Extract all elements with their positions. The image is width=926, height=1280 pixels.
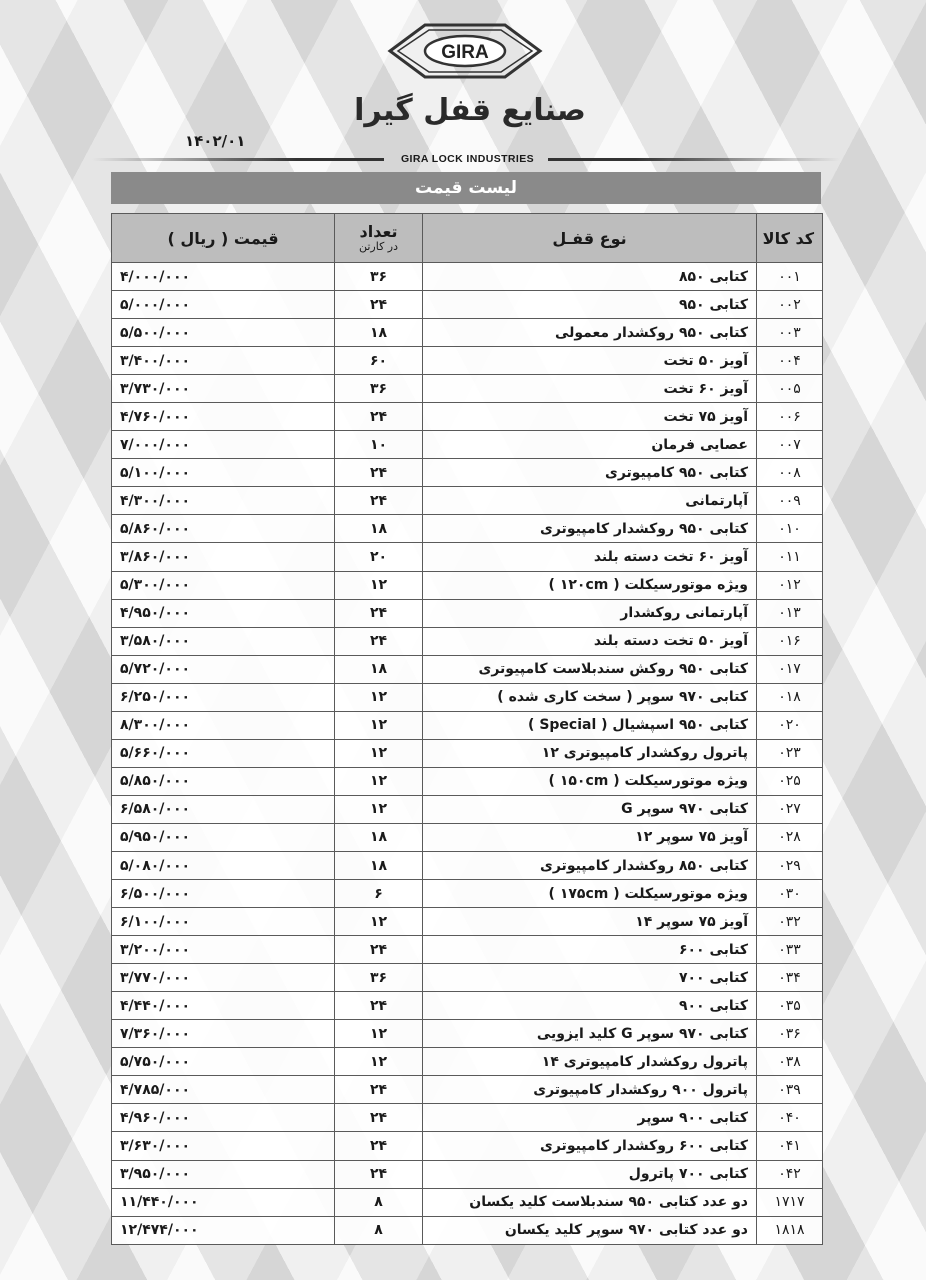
cell-price: ۵/۵۰۰/۰۰۰ (112, 319, 335, 347)
cell-code: ۰۳۹ (757, 1076, 823, 1104)
cell-code: ۰۱۱ (757, 543, 823, 571)
cell-quantity: ۸ (335, 1188, 423, 1216)
cell-quantity: ۱۲ (335, 711, 423, 739)
cell-price: ۶/۲۵۰/۰۰۰ (112, 683, 335, 711)
cell-code: ۰۳۲ (757, 908, 823, 936)
cell-code: ۰۳۸ (757, 1048, 823, 1076)
cell-lock-type: کتابی ۹۵۰ اسپشیال ( Special ) (423, 711, 757, 739)
table-row (112, 1076, 823, 1104)
cell-code: ۰۳۵ (757, 992, 823, 1020)
header-quantity-label: تعداد (359, 222, 398, 242)
price-table (111, 213, 823, 1245)
table-row (112, 767, 823, 795)
cell-quantity: ۱۸ (335, 319, 423, 347)
cell-price: ۴/۴۴۰/۰۰۰ (112, 992, 335, 1020)
cell-quantity: ۲۴ (335, 487, 423, 515)
cell-quantity: ۱۲ (335, 571, 423, 599)
cell-price: ۴/۳۰۰/۰۰۰ (112, 487, 335, 515)
table-row (112, 711, 823, 739)
badge-text: GIRA (441, 42, 489, 63)
table-row (112, 936, 823, 964)
header-price: قیمت ( ریال ) (112, 214, 335, 263)
cell-lock-type: آویز ۵۰ تخت (423, 347, 757, 375)
cell-quantity: ۱۲ (335, 767, 423, 795)
header-lock-type: نوع قفـل (423, 214, 757, 263)
cell-lock-type: آویز ۶۰ تخت (423, 375, 757, 403)
table-row (112, 739, 823, 767)
table-row (112, 1160, 823, 1188)
cell-quantity: ۶۰ (335, 347, 423, 375)
cell-lock-type: کتابی ۸۵۰ (423, 263, 757, 291)
cell-code: ۰۳۶ (757, 1020, 823, 1048)
cell-code: ۰۲۸ (757, 823, 823, 851)
cell-price: ۴/۹۵۰/۰۰۰ (112, 599, 335, 627)
cell-lock-type: دو عدد کتابی ۹۷۰ سوپر کلید یکسان (423, 1216, 757, 1244)
cell-price: ۶/۱۰۰/۰۰۰ (112, 908, 335, 936)
cell-price: ۳/۷۳۰/۰۰۰ (112, 375, 335, 403)
cell-quantity: ۱۲ (335, 908, 423, 936)
cell-lock-type: آویز ۷۵ سوپر ۱۴ (423, 908, 757, 936)
header-code: کد کالا (757, 214, 823, 263)
cell-code: ۰۱۳ (757, 599, 823, 627)
table-row (112, 964, 823, 992)
cell-quantity: ۲۴ (335, 1104, 423, 1132)
cell-price: ۳/۶۳۰/۰۰۰ (112, 1132, 335, 1160)
cell-price: ۱۱/۴۴۰/۰۰۰ (112, 1188, 335, 1216)
cell-lock-type: ویژه موتورسیکلت ( ۱۵۰cm ) (423, 767, 757, 795)
table-body (112, 263, 823, 1245)
cell-code: ۰۰۳ (757, 319, 823, 347)
cell-price: ۴/۷۶۰/۰۰۰ (112, 403, 335, 431)
header-quantity (335, 214, 423, 263)
cell-code: ۰۱۶ (757, 627, 823, 655)
cell-price: ۵/۰۰۰/۰۰۰ (112, 291, 335, 319)
cell-code: ۰۱۲ (757, 571, 823, 599)
cell-quantity: ۲۴ (335, 1132, 423, 1160)
cell-lock-type: کتابی ۹۰۰ سوپر (423, 1104, 757, 1132)
cell-code: ۰۰۷ (757, 431, 823, 459)
cell-lock-type: کتابی ۹۰۰ (423, 992, 757, 1020)
cell-quantity: ۱۲ (335, 1048, 423, 1076)
cell-quantity: ۲۰ (335, 543, 423, 571)
cell-code: ۰۲۵ (757, 767, 823, 795)
table-row (112, 683, 823, 711)
cell-price: ۳/۸۶۰/۰۰۰ (112, 543, 335, 571)
cell-quantity: ۳۶ (335, 375, 423, 403)
persian-brand-name: صنایع قفل گیرا (354, 93, 586, 128)
cell-quantity: ۲۴ (335, 1160, 423, 1188)
table-row (112, 627, 823, 655)
cell-quantity: ۱۸ (335, 655, 423, 683)
cell-lock-type: کتابی ۹۷۰ سوپر G کلید ایزویی (423, 1020, 757, 1048)
cell-code: ۰۲۰ (757, 711, 823, 739)
cell-lock-type: کتابی ۶۰۰ روکشدار کامپیوتری (423, 1132, 757, 1160)
cell-price: ۳/۷۷۰/۰۰۰ (112, 964, 335, 992)
table-row (112, 851, 823, 879)
cell-lock-type: آپارتمانی روکشدار (423, 599, 757, 627)
gira-persian-wordmark (354, 80, 586, 132)
table-row (112, 319, 823, 347)
gira-logo-badge (385, 22, 545, 80)
cell-code: ۰۳۰ (757, 880, 823, 908)
table-row (112, 571, 823, 599)
cell-lock-type: پاترول روکشدار کامپیوتری ۱۲ (423, 739, 757, 767)
cell-quantity: ۱۲ (335, 1020, 423, 1048)
cell-quantity: ۱۰ (335, 431, 423, 459)
cell-quantity: ۱۲ (335, 795, 423, 823)
cell-code: ۰۲۷ (757, 795, 823, 823)
cell-price: ۳/۴۰۰/۰۰۰ (112, 347, 335, 375)
cell-lock-type: کتابی ۹۵۰ روکش سندبلاست کامپیوتری (423, 655, 757, 683)
cell-lock-type: آپارتمانی (423, 487, 757, 515)
cell-code: ۰۰۱ (757, 263, 823, 291)
table-row (112, 515, 823, 543)
cell-quantity: ۳۶ (335, 964, 423, 992)
cell-lock-type: کتابی ۸۵۰ روکشدار کامپیوتری (423, 851, 757, 879)
cell-lock-type: پاترول روکشدار کامپیوتری ۱۴ (423, 1048, 757, 1076)
table-row (112, 1048, 823, 1076)
cell-price: ۵/۹۵۰/۰۰۰ (112, 823, 335, 851)
cell-price: ۵/۳۰۰/۰۰۰ (112, 571, 335, 599)
cell-code: ۰۰۲ (757, 291, 823, 319)
table-row (112, 795, 823, 823)
cell-lock-type: ویژه موتورسیکلت ( ۱۲۰cm ) (423, 571, 757, 599)
cell-price: ۵/۷۵۰/۰۰۰ (112, 1048, 335, 1076)
cell-code: ۰۴۲ (757, 1160, 823, 1188)
table-row (112, 1188, 823, 1216)
cell-price: ۴/۹۶۰/۰۰۰ (112, 1104, 335, 1132)
table-row (112, 403, 823, 431)
cell-code: ۰۲۹ (757, 851, 823, 879)
table-row (112, 375, 823, 403)
table-row (112, 823, 823, 851)
cell-price: ۳/۹۵۰/۰۰۰ (112, 1160, 335, 1188)
table-row (112, 655, 823, 683)
cell-lock-type: دو عدد کتابی ۹۵۰ سندبلاست کلید یکسان (423, 1188, 757, 1216)
cell-lock-type: ویژه موتورسیکلت ( ۱۷۵cm ) (423, 880, 757, 908)
cell-price: ۱۲/۴۷۴/۰۰۰ (112, 1216, 335, 1244)
cell-price: ۵/۰۸۰/۰۰۰ (112, 851, 335, 879)
cell-quantity: ۱۸ (335, 851, 423, 879)
cell-quantity: ۱۲ (335, 739, 423, 767)
cell-code: ۰۰۶ (757, 403, 823, 431)
table-row (112, 1104, 823, 1132)
table-row (112, 543, 823, 571)
table-row (112, 291, 823, 319)
cell-price: ۳/۲۰۰/۰۰۰ (112, 936, 335, 964)
table-row (112, 459, 823, 487)
cell-price: ۵/۸۵۰/۰۰۰ (112, 767, 335, 795)
cell-quantity: ۲۴ (335, 599, 423, 627)
cell-quantity: ۲۴ (335, 459, 423, 487)
table-row (112, 263, 823, 291)
cell-lock-type: کتابی ۷۰۰ پاترول (423, 1160, 757, 1188)
cell-lock-type: کتابی ۹۷۰ سوپر G (423, 795, 757, 823)
cell-lock-type: کتابی ۹۵۰ کامپیوتری (423, 459, 757, 487)
cell-lock-type: کتابی ۹۷۰ سوپر ( سخت کاری شده ) (423, 683, 757, 711)
cell-price: ۵/۸۶۰/۰۰۰ (112, 515, 335, 543)
cell-code: ۱۸۱۸ (757, 1216, 823, 1244)
cell-code: ۰۳۴ (757, 964, 823, 992)
header-divider-right (548, 158, 840, 161)
cell-quantity: ۲۴ (335, 403, 423, 431)
table-row (112, 1132, 823, 1160)
cell-code: ۰۱۸ (757, 683, 823, 711)
cell-code: ۰۰۵ (757, 375, 823, 403)
cell-lock-type: آویز ۷۵ سوپر ۱۲ (423, 823, 757, 851)
cell-lock-type: عصایی فرمان (423, 431, 757, 459)
cell-code: ۰۱۷ (757, 655, 823, 683)
table-row (112, 347, 823, 375)
cell-price: ۴/۷۸۵/۰۰۰ (112, 1076, 335, 1104)
cell-price: ۳/۵۸۰/۰۰۰ (112, 627, 335, 655)
cell-code: ۰۳۳ (757, 936, 823, 964)
cell-price: ۵/۷۲۰/۰۰۰ (112, 655, 335, 683)
cell-price: ۷/۳۶۰/۰۰۰ (112, 1020, 335, 1048)
cell-code: ۰۰۸ (757, 459, 823, 487)
table-row (112, 1216, 823, 1244)
table-row (112, 487, 823, 515)
table-row (112, 992, 823, 1020)
cell-lock-type: کتابی ۹۵۰ روکشدار معمولی (423, 319, 757, 347)
table-row (112, 431, 823, 459)
table-row (112, 599, 823, 627)
cell-quantity: ۲۴ (335, 1076, 423, 1104)
cell-lock-type: کتابی ۹۵۰ (423, 291, 757, 319)
cell-price: ۸/۳۰۰/۰۰۰ (112, 711, 335, 739)
table-row (112, 880, 823, 908)
cell-quantity: ۱۸ (335, 823, 423, 851)
cell-price: ۷/۰۰۰/۰۰۰ (112, 431, 335, 459)
table-header-row (112, 214, 823, 263)
header-divider-left (92, 158, 384, 161)
cell-code: ۰۰۹ (757, 487, 823, 515)
cell-lock-type: پاترول ۹۰۰ روکشدار کامپیوتری (423, 1076, 757, 1104)
cell-lock-type: آویز ۷۵ تخت (423, 403, 757, 431)
cell-code: ۰۰۴ (757, 347, 823, 375)
cell-quantity: ۲۴ (335, 627, 423, 655)
cell-quantity: ۲۴ (335, 936, 423, 964)
price-list-date: ۱۴۰۲/۰۱ (185, 132, 246, 150)
company-english-name: GIRA LOCK INDUSTRIES (400, 153, 535, 165)
price-list-title: لیست قیمت (111, 172, 821, 204)
header-quantity-sub: در کارتن (358, 239, 399, 253)
cell-price: ۵/۶۶۰/۰۰۰ (112, 739, 335, 767)
cell-quantity: ۲۴ (335, 992, 423, 1020)
cell-price: ۶/۵۸۰/۰۰۰ (112, 795, 335, 823)
cell-lock-type: آویز ۶۰ تخت دسته بلند (423, 543, 757, 571)
cell-price: ۴/۰۰۰/۰۰۰ (112, 263, 335, 291)
cell-lock-type: آویز ۵۰ تخت دسته بلند (423, 627, 757, 655)
cell-quantity: ۱۸ (335, 515, 423, 543)
cell-code: ۰۱۰ (757, 515, 823, 543)
cell-quantity: ۱۲ (335, 683, 423, 711)
table-row (112, 1020, 823, 1048)
cell-lock-type: کتابی ۹۵۰ روکشدار کامپیوتری (423, 515, 757, 543)
cell-quantity: ۳۶ (335, 263, 423, 291)
cell-code: ۱۷۱۷ (757, 1188, 823, 1216)
cell-lock-type: کتابی ۷۰۰ (423, 964, 757, 992)
table-row (112, 908, 823, 936)
cell-quantity: ۶ (335, 880, 423, 908)
cell-lock-type: کتابی ۶۰۰ (423, 936, 757, 964)
cell-price: ۵/۱۰۰/۰۰۰ (112, 459, 335, 487)
cell-code: ۰۴۱ (757, 1132, 823, 1160)
cell-price: ۶/۵۰۰/۰۰۰ (112, 880, 335, 908)
cell-quantity: ۸ (335, 1216, 423, 1244)
cell-code: ۰۲۳ (757, 739, 823, 767)
cell-code: ۰۴۰ (757, 1104, 823, 1132)
cell-quantity: ۲۴ (335, 291, 423, 319)
